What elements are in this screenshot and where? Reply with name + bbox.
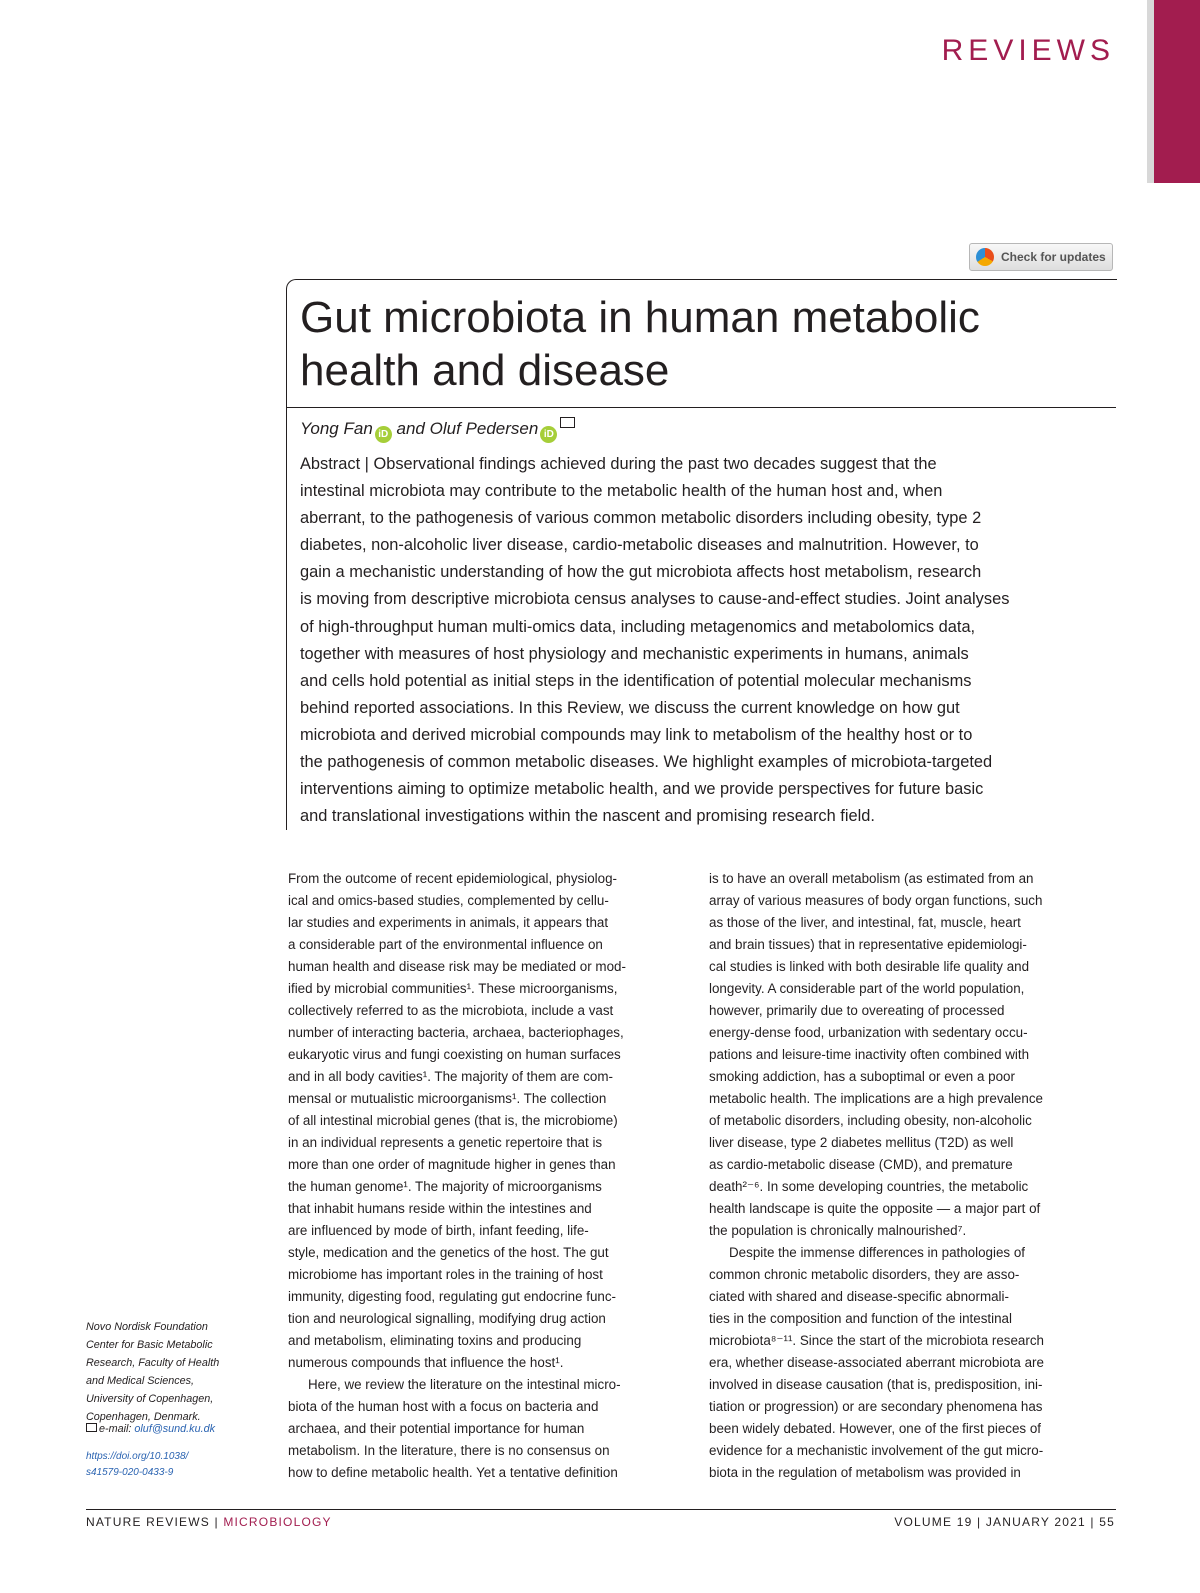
body-text-line: that inhabit humans reside within the intestines and xyxy=(288,1201,592,1216)
body-text-line: metabolism. In the literature, there is no consensus on xyxy=(288,1443,610,1458)
body-text-line: array of various measures of body organ functions, such xyxy=(709,893,1043,908)
abstract-line: aberrant, to the pathogenesis of various common metabolic disorders including obesity, type 2 xyxy=(300,509,982,528)
author-name[interactable]: Yong Fan xyxy=(300,419,373,438)
orcid-icon[interactable]: iD xyxy=(375,426,392,443)
corresponding-email xyxy=(86,1423,215,1435)
article-title: Gut microbiota in human metabolic health and disease xyxy=(300,293,980,395)
abstract-line: and cells hold potential as initial steps in the identification of potential molecular mechanisms xyxy=(300,671,972,690)
issue-info: VOLUME 19 | JANUARY 2021 | 55 xyxy=(894,1515,1115,1529)
body-text-line: are influenced by mode of birth, infant feeding, life- xyxy=(288,1223,589,1238)
body-text-line: ified by microbial communities¹. These microorganisms, xyxy=(288,981,618,996)
body-text-line: and in all body cavities¹. The majority of them are com- xyxy=(288,1069,613,1084)
body-text-line: the human genome¹. The majority of microorganisms xyxy=(288,1179,602,1194)
affiliation-line: Research, Faculty of Health xyxy=(86,1357,220,1369)
check-for-updates-label: Check for updates xyxy=(1001,250,1106,264)
body-text-line: evidence for a mechanistic involvement of the gut micro- xyxy=(709,1443,1044,1458)
abstract-line: behind reported associations. In this Review, we discuss the current knowledge on how gut xyxy=(300,698,960,717)
abstract-label: Abstract | xyxy=(300,455,369,473)
mail-icon xyxy=(86,1423,97,1432)
body-text-line: ties in the composition and function of the intestinal xyxy=(709,1311,1012,1326)
body-text-line: human health and disease risk may be mediated or mod- xyxy=(288,959,626,974)
section-side-tab xyxy=(1154,0,1200,183)
body-text-line: microbiome has important roles in the training of host xyxy=(288,1267,603,1282)
abstract-line: interventions aiming to optimize metabolic health, and we provide perspectives for future basic xyxy=(300,780,984,799)
body-text-line: the population is chronically malnourished⁷. xyxy=(709,1223,967,1238)
abstract-line: of high-throughput human multi-omics data, including metagenomics and metabolomics data, xyxy=(300,617,976,636)
body-text-line: as cardio-metabolic disease (CMD), and premature xyxy=(709,1157,1013,1172)
body-text-line: death²⁻⁶. In some developing countries, the metabolic xyxy=(709,1179,1029,1194)
body-column-right xyxy=(709,868,1111,1484)
abstract-line: the pathogenesis of common metabolic diseases. We highlight examples of microbiota-targeted xyxy=(300,753,993,772)
body-text-line: mensal or mutualistic microorganisms¹. The collection xyxy=(288,1091,607,1106)
affiliation-line: Center for Basic Metabolic xyxy=(86,1339,213,1351)
author-name[interactable]: Oluf Pedersen xyxy=(429,419,539,438)
body-text-line: Despite the immense differences in pathologies of xyxy=(729,1245,1026,1260)
body-text-line: of all intestinal microbial genes (that is, the microbiome) xyxy=(288,1113,618,1128)
abstract-line: gain a mechanistic understanding of how the gut microbiota affects host metabolism, research xyxy=(300,563,982,582)
body-text-line: era, whether disease-associated aberrant microbiota are xyxy=(709,1355,1044,1370)
body-text-line: archaea, and their potential importance for human xyxy=(288,1421,585,1436)
journal-name-right: MICROBIOLOGY xyxy=(223,1515,332,1529)
body-text-line: metabolic health. The implications are a high prevalence xyxy=(709,1091,1043,1106)
abstract-line: is moving from descriptive microbiota census analyses to cause-and-effect studies. Joint analyses xyxy=(300,590,1010,609)
body-text-line: cal studies is linked with both desirable life quality and xyxy=(709,959,1030,974)
affiliation-line: and Medical Sciences, xyxy=(86,1375,195,1387)
body-text-line: a considerable part of the environmental influence on xyxy=(288,937,603,952)
body-text-line: Here, we review the literature on the intestinal micro- xyxy=(308,1377,621,1392)
doi-line[interactable]: https://doi.org/10.1038/ xyxy=(86,1451,189,1462)
body-text-line: and metabolism, eliminating toxins and producing xyxy=(288,1333,582,1348)
orcid-icon[interactable]: iD xyxy=(540,426,557,443)
body-text-line: numerous compounds that influence the host¹. xyxy=(288,1355,564,1370)
abstract-rule xyxy=(286,406,287,830)
body-text-line: more than one order of magnitude higher in genes than xyxy=(288,1157,616,1172)
body-text-line: health landscape is quite the opposite — a major part of xyxy=(709,1201,1041,1216)
body-text-line: lar studies and experiments in animals, it appears that xyxy=(288,915,609,930)
body-text-line: microbiota⁸⁻¹¹. Since the start of the microbiota research xyxy=(709,1333,1044,1348)
journal-name xyxy=(86,1515,332,1529)
check-for-updates-icon xyxy=(976,248,994,266)
abstract-line: diabetes, non-alcoholic liver disease, cardio-metabolic diseases and malnutrition. However, to xyxy=(300,536,979,555)
abstract-line: together with measures of host physiology and mechanistic experiments in humans, animals xyxy=(300,644,969,663)
email-label: e-mail: xyxy=(99,1423,132,1435)
body-column-left xyxy=(288,868,690,1484)
body-text-line: biota in the regulation of metabolism was provided in xyxy=(709,1465,1021,1480)
body-text-line: tiation or progression) or are secondary phenomena has xyxy=(709,1399,1043,1414)
affiliation-line: Novo Nordisk Foundation xyxy=(86,1321,208,1333)
body-text-line: ciated with shared and disease-specific abnormali- xyxy=(709,1289,1009,1304)
body-text-line: ical and omics-based studies, complemented by cellu- xyxy=(288,893,609,908)
abstract-line: microbiota and derived microbial compounds may link to metabolism of the healthy host or to xyxy=(300,725,973,744)
body-text-line: is to have an overall metabolism (as estimated from an xyxy=(709,871,1034,886)
check-for-updates-button[interactable] xyxy=(969,243,1113,271)
body-text-line: in an individual represents a genetic repertoire that is xyxy=(288,1135,603,1150)
email-link[interactable]: oluf@sund.ku.dk xyxy=(134,1423,215,1435)
body-text-line: liver disease, type 2 diabetes mellitus (T2D) as well xyxy=(709,1135,1014,1150)
abstract-line: intestinal microbiota may contribute to the metabolic health of the human host and, when xyxy=(300,482,943,501)
abstract-line: and translational investigations within the nascent and promising research field. xyxy=(300,807,875,826)
affiliation-line: Copenhagen, Denmark. xyxy=(86,1411,201,1423)
abstract-line: Abstract | Observational findings achieved during the past two decades suggest that the xyxy=(300,455,937,473)
author-separator: and xyxy=(396,419,425,438)
body-text-line: and brain tissues) that in representative epidemiologi- xyxy=(709,937,1027,952)
author-list xyxy=(300,417,575,443)
body-text-line: tion and neurological signalling, modifying drug action xyxy=(288,1311,606,1326)
section-label: REVIEWS xyxy=(941,34,1115,67)
body-text-line: been widely debated. However, one of the first pieces of xyxy=(709,1421,1041,1436)
body-text-line: collectively referred to as the microbiota, include a vast xyxy=(288,1003,614,1018)
body-text-line: as those of the liver, and intestinal, fat, muscle, heart xyxy=(709,915,1021,930)
body-text-line: of metabolic disorders, including obesity, non-alcoholic xyxy=(709,1113,1032,1128)
body-text-line: energy-dense food, urbanization with sedentary occu- xyxy=(709,1025,1028,1040)
body-text-line: pations and leisure-time inactivity often combined with xyxy=(709,1047,1030,1062)
affiliation-line: University of Copenhagen, xyxy=(86,1393,214,1405)
mail-icon[interactable] xyxy=(560,417,575,428)
body-text-line: biota of the human host with a focus on bacteria and xyxy=(288,1399,599,1414)
body-text-line: number of interacting bacteria, archaea, bacteriophages, xyxy=(288,1025,624,1040)
journal-name-left: NATURE REVIEWS | xyxy=(86,1515,219,1529)
body-text-line: immunity, digesting food, regulating gut endocrine func- xyxy=(288,1289,617,1304)
body-text-line: eukaryotic virus and fungi coexisting on human surfaces xyxy=(288,1047,621,1062)
body-text-line: style, medication and the genetics of the host. The gut xyxy=(288,1245,609,1260)
footer-rule xyxy=(86,1509,1116,1510)
body-text-line: however, primarily due to overeating of processed xyxy=(709,1003,1005,1018)
body-text-line: longevity. A considerable part of the world population, xyxy=(709,981,1025,996)
body-text-line: involved in disease causation (that is, predisposition, ini- xyxy=(709,1377,1043,1392)
body-text-line: common chronic metabolic disorders, they are asso- xyxy=(709,1267,1020,1282)
body-text-line: how to define metabolic health. Yet a tentative definition xyxy=(288,1465,618,1480)
abstract xyxy=(300,451,1110,830)
body-text-line: smoking addiction, has a suboptimal or even a poor xyxy=(709,1069,1015,1084)
affiliation xyxy=(86,1318,256,1426)
doi-line[interactable]: s41579-020-0433-9 xyxy=(86,1467,174,1478)
doi-link[interactable] xyxy=(86,1449,188,1481)
body-text-line: From the outcome of recent epidemiological, physiolog- xyxy=(288,871,617,886)
